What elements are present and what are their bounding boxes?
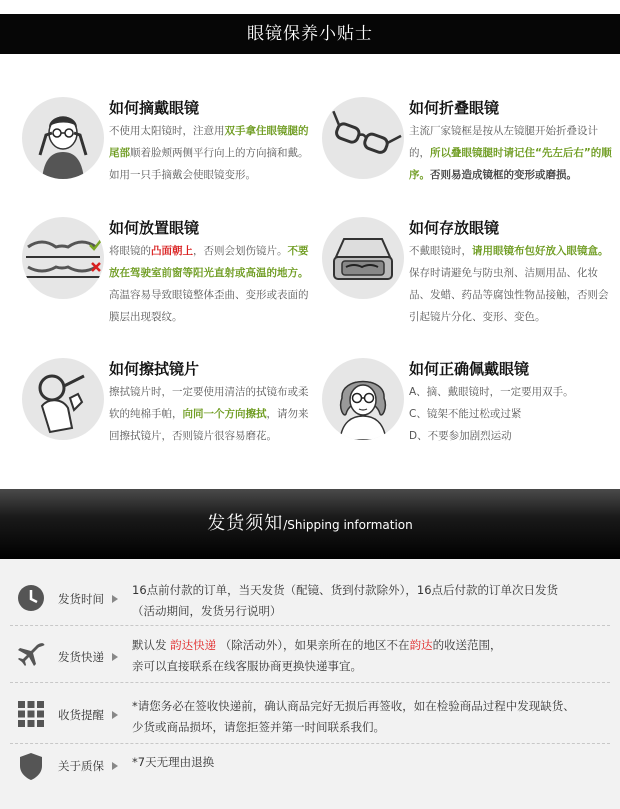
divider [10, 625, 610, 626]
arrow-right-icon [112, 595, 118, 603]
care-tips-title: 眼镜保养小贴士 [247, 24, 373, 44]
person-adjusting-glasses-icon [22, 97, 104, 179]
tip-wear-correctly [322, 358, 612, 468]
cleaning-lens-icon [22, 358, 104, 440]
tip-title: 如何正确佩戴眼镜 [409, 360, 530, 378]
shipping-label: 关于质保 [58, 759, 104, 773]
shipping-label: 收货提醒 [58, 708, 104, 722]
tip-body: 将眼镜的凸面朝上，否则会划伤镜片。不要放在驾驶室前窗等阳光直射或高温的地方。高温容易导致眼镜整体歪曲、变形或表面的膜层出现裂纹。 [109, 245, 309, 323]
placing-glasses-icon [22, 217, 104, 299]
clock-icon [16, 583, 46, 613]
grid-icon [16, 699, 46, 729]
shipping-text: *7天无理由退换 [132, 755, 215, 769]
shipping-title: 发货须知 [207, 513, 284, 534]
tip-body: 不使用太阳镜时，注意用双手拿住眼镜腿的尾部顺着脸颊两侧平行向上的方向摘和戴。如用一只手摘戴会使眼镜变形。 [109, 125, 309, 181]
shipping-label: 发货快递 [58, 650, 104, 664]
shield-icon [16, 751, 46, 781]
shipping-text: 16点前付款的订单，当天发货（配镜、货到付款除外），16点后付款的订单次日发货 （活动期间，发货另行说明） [132, 583, 559, 618]
tip-body: A、摘、戴眼镜时，一定要用双手。 C、镜架不能过松或过紧 D、不要参加剧烈运动 [409, 386, 574, 442]
tip-fold [322, 97, 612, 207]
shipping-text: *请您务必在签收快递前，确认商品完好无损后再签收，如在检验商品过程中发现缺货、 少货或商品损坏，请您拒签并第一时间联系我们。 [132, 699, 575, 734]
shipping-banner [0, 489, 620, 559]
divider [10, 743, 610, 744]
shipping-label: 发货时间 [58, 592, 104, 606]
care-tips-banner [0, 14, 620, 54]
tip-place [22, 217, 312, 327]
arrow-right-icon [112, 762, 118, 770]
folding-glasses-icon [322, 97, 404, 179]
glasses-case-icon [322, 217, 404, 299]
tip-clean [22, 358, 312, 468]
airplane-icon [16, 640, 46, 670]
tip-title: 如何擦拭镜片 [109, 360, 200, 378]
tip-body: 主流厂家镜框是按从左镜腿开始折叠设计的，所以叠眼镜腿时请记住“先左后右”的顺序。否则易造成镜框的变形或磨损。 [409, 125, 612, 181]
tip-remove-wear [22, 97, 312, 207]
tip-title: 如何存放眼镜 [409, 219, 500, 237]
shipping-text: 默认发 韵达快递 （除活动外），如果亲所在的地区不在韵达的收送范围， 亲可以直接联系在线客服协商更换快递事宜。 [132, 638, 502, 673]
person-wearing-glasses-icon [322, 358, 404, 440]
shipping-info-area [0, 559, 620, 809]
tip-store [322, 217, 612, 327]
tip-title: 如何放置眼镜 [109, 219, 200, 237]
arrow-right-icon [112, 653, 118, 661]
shipping-title-en: /Shipping information [283, 518, 413, 532]
tip-title: 如何摘戴眼镜 [109, 99, 200, 117]
arrow-right-icon [112, 711, 118, 719]
tip-title: 如何折叠眼镜 [409, 99, 500, 117]
tip-body: 不戴眼镜时，请用眼镜布包好放入眼镜盒。保存时请避免与防虫剂、洁厕用品、化妆品、发蜡、药品等腐蚀性物品接触，否则会引起镜片分化、变形、变色。 [409, 245, 609, 323]
divider [10, 682, 610, 683]
tip-body: 擦拭镜片时，一定要使用清洁的拭镜布或柔软的纯棉手帕，向同一个方向擦拭，请勿来回擦拭镜片，否则镜片很容易磨花。 [109, 386, 309, 442]
